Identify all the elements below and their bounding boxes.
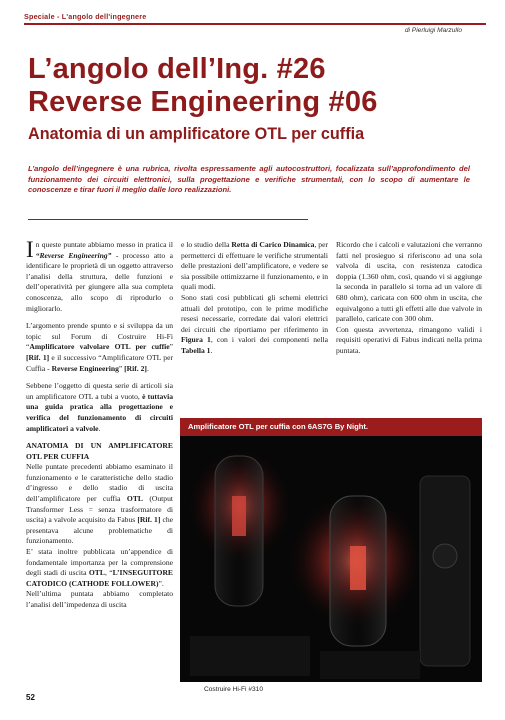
page-number: 52 — [26, 693, 35, 702]
paragraph: e lo studio della Retta di Carico Dinamica, per permetterci di effettuare le verifiche strumentali delle prestazioni dell’amplificatore, e vedere se sia possibile ottimizzarne il funzionamento, e in quali modi. — [181, 240, 328, 292]
paragraph: Ricordo che i calcoli e valutazioni che verranno fatti nel prosieguo si riferiscono ad una sola valvola di uscita, con resistenza catodica doppia (1.360 ohm, così, quando vi si aggiunge la seconda in parallelo si torna ad un valore di 680 ohm), caricata con 600 ohm in uscita, che equivalgono a tutti gli effetti alle due valvole in parallelo, caricate con 300 ohm. — [336, 240, 482, 324]
text-column-3 — [336, 240, 482, 364]
emphasis: “Reverse Engineering” — [35, 250, 112, 260]
article-title-line-2: Reverse Engineering #06 — [28, 86, 378, 118]
section-label: Speciale - L'angolo dell'ingegnere — [24, 12, 147, 21]
drop-cap: I — [26, 237, 34, 262]
section-heading: ANATOMIA DI UN AMPLIFICATORE OTL PER CUFFIA — [26, 441, 173, 461]
page-header — [24, 12, 505, 26]
caption-bar — [180, 418, 482, 436]
reference: [Rif. 2] — [124, 363, 147, 373]
paragraph: Sono stati cosi pubblicati gli schemi elettrici attuali del prototipo, con le prime modifiche resesi necessarie, corredate dai valori elettrici dei circuiti che riportiamo per riferimento in Figura 1, con i valori dei componenti nella Tabella 1. — [181, 292, 328, 355]
header-rule — [24, 23, 486, 25]
paragraph: In queste puntate abbiamo messo in pratica il “Reverse Engineering” - processo atto a identificare le proprietà di un oggetto attraverso l’analisi della struttura, delle funzioni e dell’operatività per giungere alla sua completa conoscenza, allo scopo di riprodurlo o migliorarlo. — [26, 237, 173, 313]
paragraph: Nell’ultima puntata abbiamo completato l’analisi dell’impedenza di uscita — [26, 589, 173, 609]
article-subtitle: Anatomia di un amplificatore OTL per cuffia — [28, 125, 365, 143]
reference: [Rif. 1] — [26, 352, 50, 362]
intro-rule — [28, 219, 308, 220]
reference: [Rif. 1] — [137, 515, 161, 525]
paragraph: Sebbene l’oggetto di questa serie di articoli sia un amplificatore OTL a tubi a vuoto, è tuttavia una guida pratica alla progettazione e verifica del funzionamento di circuiti amplificatori a valvole. — [26, 381, 173, 433]
figure-caption: Amplificatore OTL per cuffia con 6AS7G By Night. — [188, 422, 369, 431]
text-column-2 — [181, 240, 328, 364]
author-byline: di Pierluigi Marzullo — [404, 27, 462, 34]
article-title-line-1: L’angolo dell’Ing. #26 — [28, 53, 326, 85]
article-intro: L’angolo dell’ingegnere è una rubrica, rivolta espressamente agli autocostruttori, focalizzata sull’approfondimento del funzionamento dei circuiti elettronici, sulla progettazione e verifiche strumentali, con lo scopo di aumentare le conoscenze e tirar fuori il meglio dalle loro realizzazioni. — [28, 164, 470, 194]
text-column-1 — [26, 237, 174, 611]
magazine-footer: Costruire Hi-Fi #310 — [204, 686, 263, 693]
amplifier-tubes-photo — [180, 436, 482, 682]
paragraph: L’argomento prende spunto e si sviluppa da un topic sul Forum di Costruire Hi-Fi “Amplificatore valvolare OTL per cuffie” [Rif. 1] e il successivo “Amplificatore OTL per Cuffia - Reverse Engineering” [Rif. 2]. — [26, 321, 173, 373]
paragraph: Con questa avvertenza, rimangono validi i requisiti operativi di Fabus indicati nella prima puntata. — [336, 324, 482, 355]
figure-photo — [180, 418, 482, 682]
paragraph: Nelle puntate precedenti abbiamo esaminato il funzionamento e le caratteristiche dello stadio d’ingresso e dello stadio di uscita dell’amplificatore per cuffia OTL (Output Transformer Less = senza trasformatore di uscita) a valvole acquisito da Fabus [Rif. 1] che presentava alcune problematiche di funzionamento. — [26, 462, 174, 546]
paragraph: E’ stata inoltre pubblicata un’appendice di fondamentale importanza per la comprensione degli stadi di uscita OTL, “L’INSEGUITORE CATODICO (CATHODE FOLLOWER)”. — [26, 547, 173, 588]
